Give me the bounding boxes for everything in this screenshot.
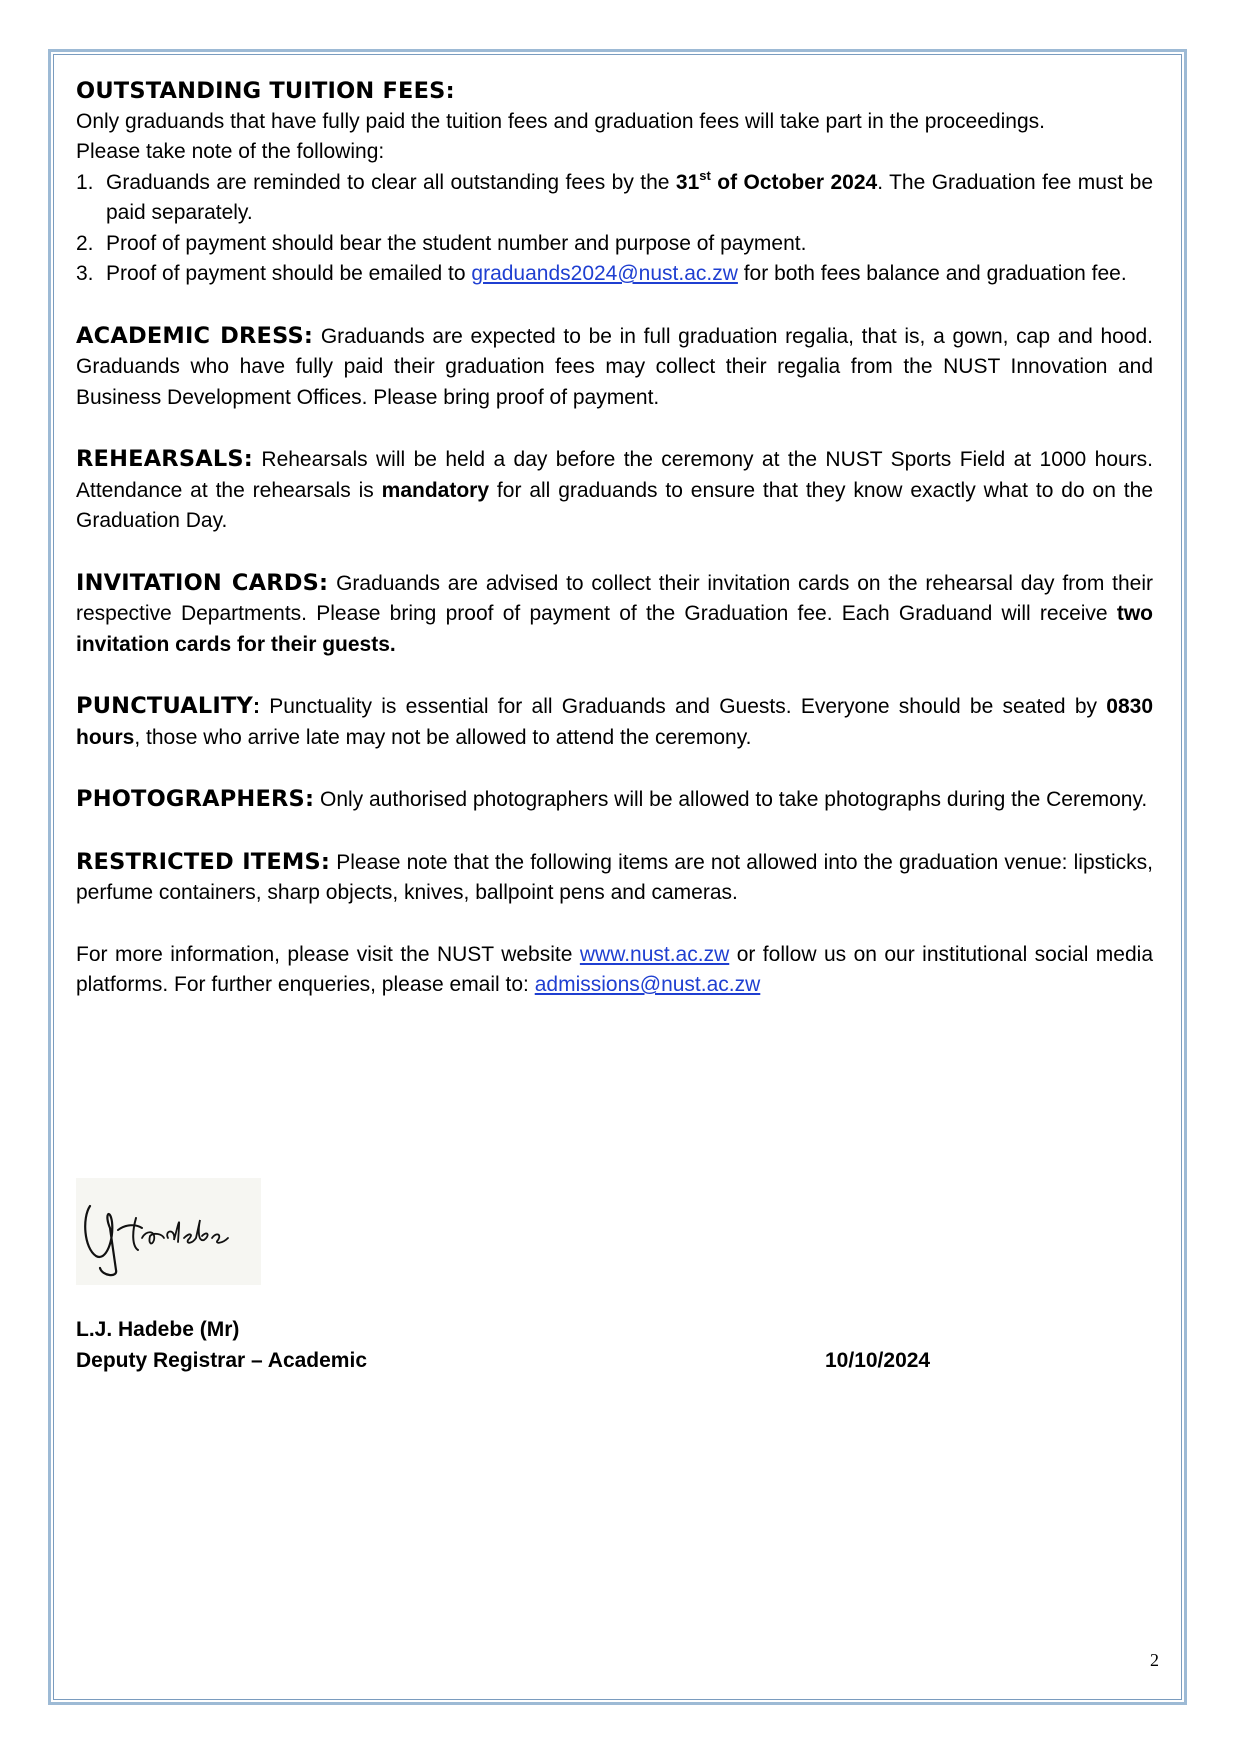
- more-info-paragraph: [76, 940, 1153, 1001]
- signature-image: [76, 1178, 261, 1285]
- punctuality-colon: :: [253, 695, 260, 718]
- rehearsals-text-end: for all graduands to ensure that they know exactly what to do on the Graduation Day.: [76, 478, 1153, 532]
- tuition-intro: Only graduands that have fully paid the tuition fees and graduation fees will take part in the proceedings.: [76, 109, 1045, 133]
- list-number: 3.: [76, 262, 94, 285]
- website-link[interactable]: www.nust.ac.zw: [579, 942, 730, 966]
- photographers-section: [76, 784, 1153, 816]
- academic-dress-paragraph: [76, 321, 1153, 414]
- restricted-paragraph: [76, 847, 1153, 909]
- notice-body: [76, 76, 1153, 1032]
- signer-title: Deputy Registrar – Academic: [76, 1349, 367, 1372]
- restricted-text: Please note that the following items are not allowed into the graduation venue: lipsticks, perfume containers, sharp objects, knives, ballpoint pens and cameras.: [76, 850, 1153, 904]
- punctuality-section: [76, 691, 1153, 753]
- signer-name: L.J. Hadebe (Mr): [76, 1318, 240, 1341]
- page-number: 2: [1150, 1650, 1159, 1670]
- signature-date: 10/10/2024: [825, 1349, 931, 1372]
- tuition-heading: OUTSTANDING TUITION FEES:: [76, 78, 455, 104]
- graduands-email-link[interactable]: graduands2024@nust.ac.zw: [471, 262, 738, 285]
- punctuality-heading: PUNCTUALITY: [76, 693, 253, 719]
- restricted-heading: RESTRICTED ITEMS:: [76, 848, 331, 875]
- list-text: Graduands are reminded to clear all outstanding fees by the: [106, 170, 676, 194]
- list-number: 1.: [76, 170, 94, 194]
- deadline-month: of October 2024: [710, 170, 878, 194]
- punctuality-text: Punctuality is essential for all Graduands and Guests. Everyone should be seated by: [260, 695, 1107, 718]
- academic-dress-heading: ACADEMIC DRESS:: [76, 322, 314, 349]
- academic-dress-section: [76, 321, 1153, 414]
- tuition-note: Please take note of the following:: [76, 140, 385, 163]
- tuition-list: [76, 168, 1153, 290]
- invitation-cards-count: two invitation cards for their guests.: [76, 602, 1153, 656]
- restricted-section: [76, 847, 1153, 909]
- photographers-text: Only authorised photographers will be allowed to take photographs during the Ceremony.: [314, 788, 1148, 811]
- rehearsals-heading: REHEARSALS:: [76, 446, 253, 472]
- invitation-text: Graduands are advised to collect their invitation cards on the rehearsal day from their respective Departments. Please bring proof of payment of the Graduation fee. Each Graduand will receive: [76, 571, 1153, 625]
- list-text: for both fees balance and graduation fee.: [737, 262, 1127, 285]
- deadline-day: 31: [675, 170, 700, 194]
- more-info-text: For more information, please visit the NUST website: [76, 942, 580, 966]
- invitation-paragraph: [76, 568, 1153, 661]
- photographers-heading: PHOTOGRAPHERS:: [76, 786, 315, 812]
- academic-dress-text: Graduands are expected to be in full graduation regalia, that is, a gown, cap and hood. Graduands who have fully paid their graduation fees may collect their regalia from the NUST Innovation and Business Development Offices. Please bring proof of payment.: [76, 324, 1153, 409]
- rehearsals-section: [76, 444, 1153, 537]
- tuition-section: [76, 76, 1153, 290]
- more-info-section: [76, 940, 1153, 1001]
- list-item: [76, 229, 1153, 260]
- invitation-heading: INVITATION CARDS:: [76, 569, 329, 596]
- admissions-email-link[interactable]: admissions@nust.ac.zw: [534, 973, 761, 996]
- list-number: 2.: [76, 231, 94, 255]
- deadline-suffix: st: [699, 167, 711, 183]
- rehearsals-text: Rehearsals will be held a day before the ceremony at the NUST Sports Field at 1000 hours. Attendance at the rehearsals is: [76, 448, 1153, 502]
- list-text: Proof of payment should bear the student number and purpose of payment.: [106, 231, 807, 255]
- list-item: [76, 168, 1153, 229]
- punctuality-text-end: , those who arrive late may not be allowed to attend the ceremony.: [134, 725, 752, 749]
- seating-time: 0830 hours: [76, 695, 1153, 749]
- mandatory-text: mandatory: [381, 478, 490, 502]
- invitation-section: [76, 568, 1153, 661]
- signer-block: [76, 1314, 367, 1376]
- signature-icon: [76, 1178, 261, 1285]
- rehearsals-paragraph: [76, 444, 1153, 537]
- list-item: [76, 259, 1153, 290]
- more-info-text-mid: or follow us on our institutional social media platforms. For further enqueries, please email to:: [76, 942, 1154, 996]
- punctuality-paragraph: [76, 691, 1153, 753]
- photographers-paragraph: [76, 784, 1153, 816]
- list-text: . The Graduation fee must be paid separately.: [106, 170, 1154, 224]
- list-text: Proof of payment should be emailed to: [106, 262, 472, 285]
